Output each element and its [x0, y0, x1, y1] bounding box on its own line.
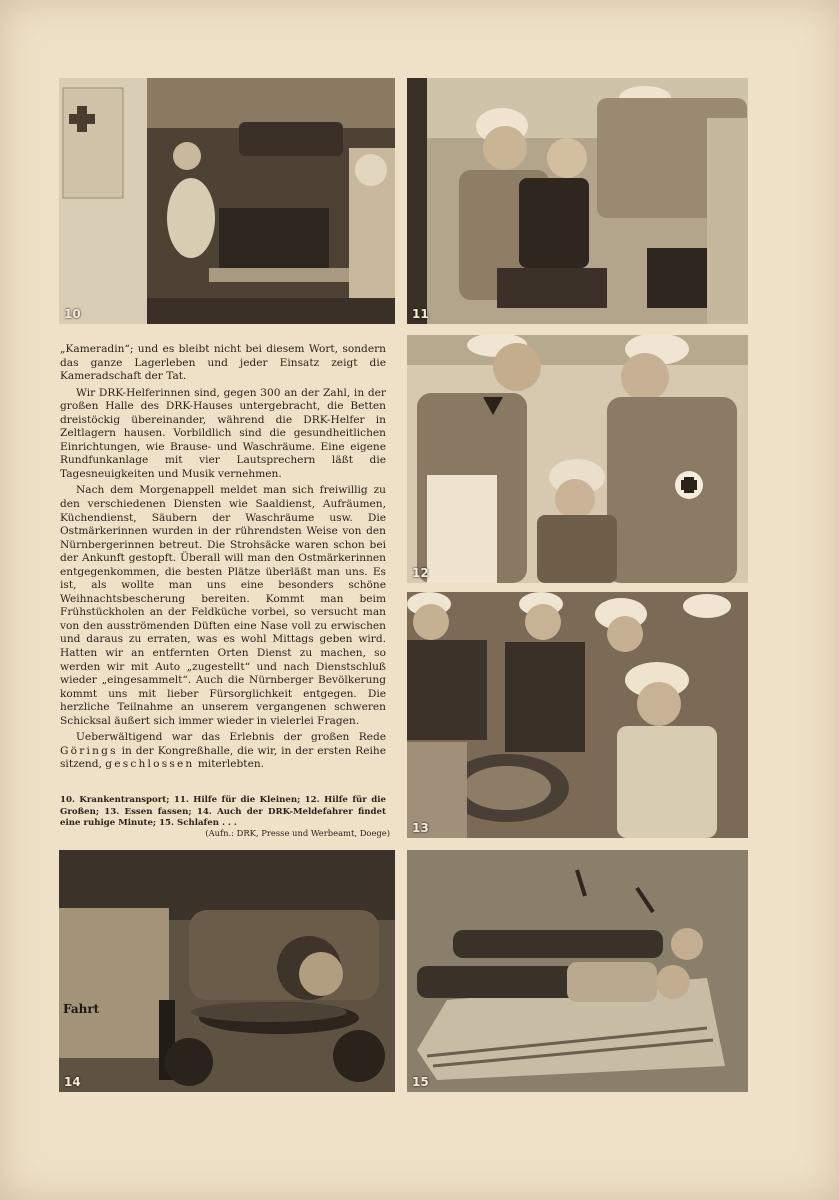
photo-credit: (Aufn.: DRK, Presse und Werbeamt, Doege) — [205, 828, 390, 838]
photo-12-nurses-with-child — [407, 335, 748, 583]
photo-10-ambulance — [59, 78, 395, 324]
article-text — [60, 343, 386, 775]
photo-13-field-kitchen — [407, 592, 748, 838]
goering-name: Görings — [60, 744, 118, 757]
photo-number-14: 14 — [64, 1075, 81, 1089]
fahrt-sign-text: Fahrt — [63, 1002, 100, 1016]
article-paragraph-4 — [60, 731, 386, 772]
photo-number-15: 15 — [412, 1075, 429, 1089]
photo-11-child-care — [407, 78, 748, 324]
photo-number-13: 13 — [412, 821, 429, 835]
paragraph-4-middle: in der Kongreßhalle, die wir, in der ersten Reihe sitzend, — [60, 744, 386, 771]
photo-15-sleeping-boys — [407, 850, 748, 1092]
article-paragraph-1: „Kameradin“; und es bleibt nicht bei diesem Wort, sondern das ganze Lagerleben und jeder Einsatz zeigt die Kameradschaft der Tat. — [60, 343, 386, 383]
photo-number-12: 12 — [412, 566, 429, 580]
photo-captions: 10. Krankentransport; 11. Hilfe für die Kleinen; 12. Hilfe für die Großen; 13. Essen fassen; 14. Auch der DRK-Meldefahrer findet eine ruhige Minute; 15. Schlafen . . . — [60, 795, 386, 828]
photo-number-10: 10 — [64, 307, 81, 321]
geschlossen-word: geschlossen — [105, 758, 195, 771]
paragraph-4-start: Ueberwältigend war das Erlebnis der großen Rede — [76, 731, 386, 744]
paragraph-4-end: miterlebten. — [197, 758, 265, 771]
article-paragraph-2: Wir DRK-Helferinnen sind, gegen 300 an der Zahl, in der großen Halle des DRK-Hauses untergebracht, die Betten dreistöckig übereinander, während die DRK-Helfer in Zeltlagern hausen. Vorbildlich sind die gesundheitlichen Einrichtungen, wie Brause- und Waschräume. Eine eigene Rundfunkanlage mit vier Lautsprechern läßt die Tagesneuigkeiten und Musik vernehmen. — [60, 386, 386, 480]
photo-14-dispatch-rider — [59, 850, 395, 1092]
photo-number-11: 11 — [412, 307, 429, 321]
article-paragraph-3: Nach dem Morgenappell meldet man sich freiwillig zu den verschiedenen Diensten wie Saaldienst, Aufräumen, Küchendienst, Säubern der Waschräume usw. Die Ostmärkerinnen wurden in der rührendsten Weise von den Nürnbergerinnen betreut. Die Strohsäcke waren schon bei der Ankunft gestopft. Überall will man den Ostmärkerinnen entgegenkommen, die besten Plätze überläßt man uns. Es ist, als wollte man uns eine besonders schöne Weihnachtsbescherung bereiten. Kommt man beim Frühstückholen an der Feldküche vorbei, so versucht man von den ausströmenden Düften eine Nase voll zu erwischen und daraus zu erraten, was es wohl Mittags geben wird. Hatten wir an entfernten Orten Dienst zu machen, so werden wir mit Auto „zugestellt“ und nach Dienstschluß wieder „eingesammelt“. Auch die Nürnberger Bevölkerung kommt uns mit lieber Fürsorglichkeit entgegen. Die herzliche Teilnahme an unserem vergangenen schweren Schicksal äußert sich immer wieder in vielerlei Fragen. — [60, 484, 386, 727]
